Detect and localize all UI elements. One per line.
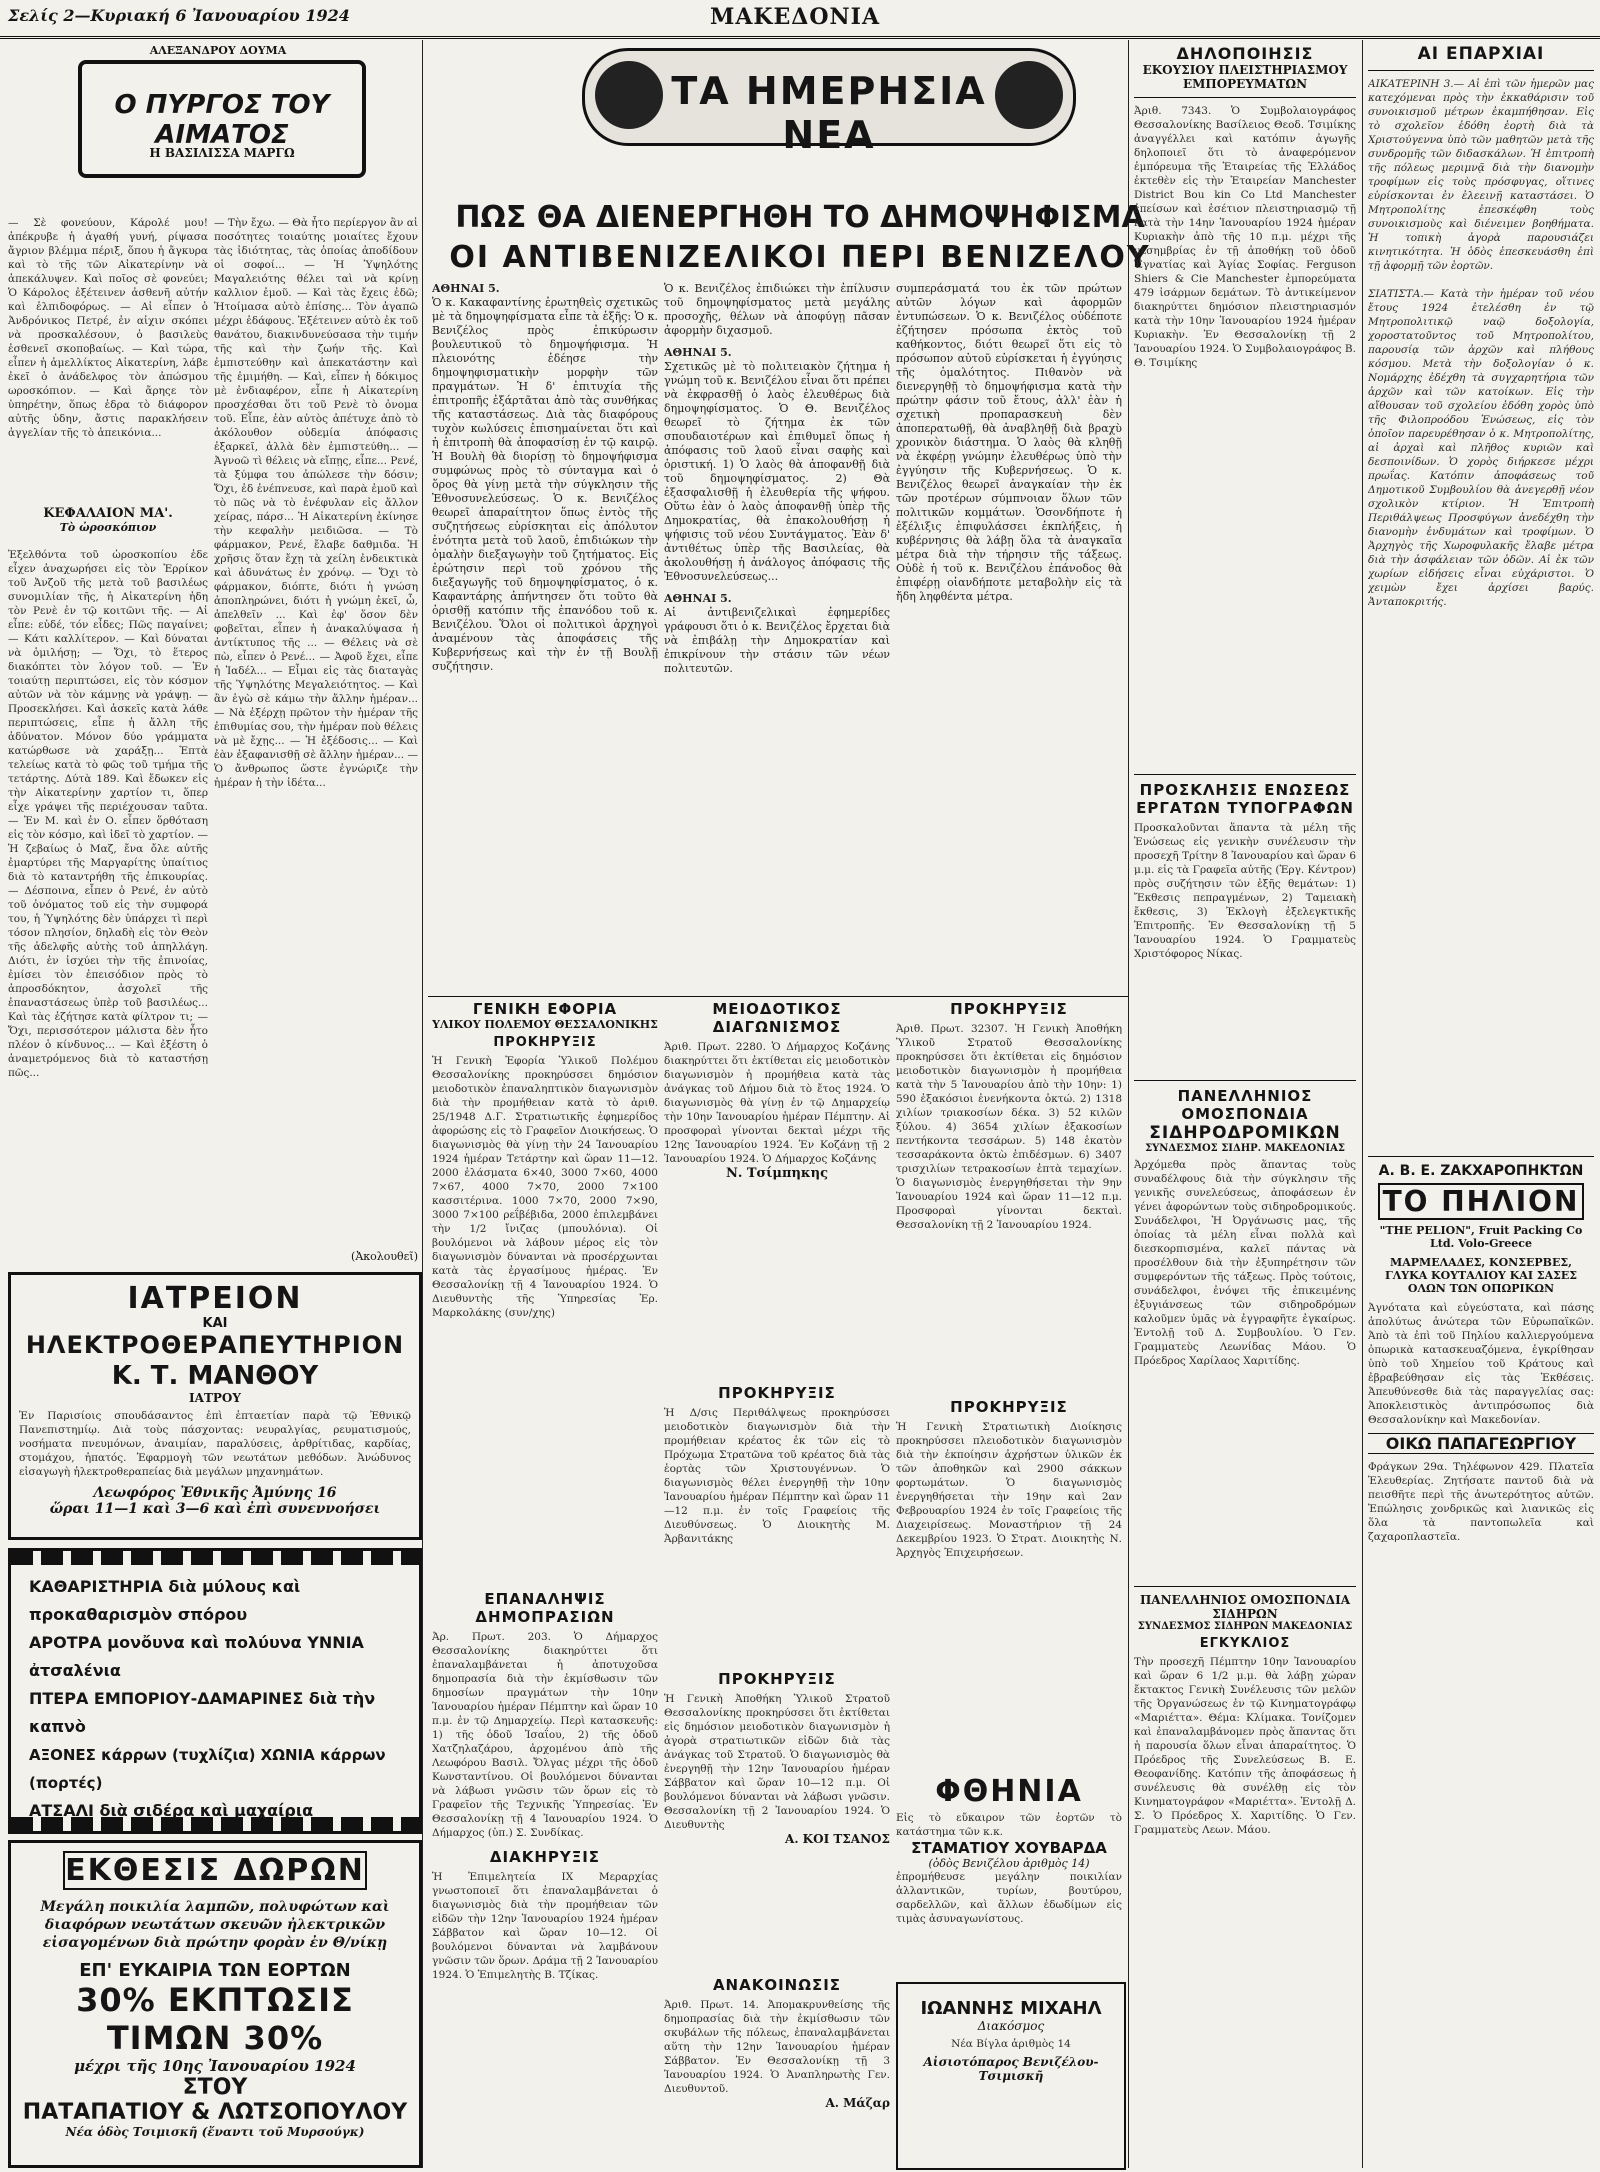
machines-line-4: ΑΞΟΝΕΣ κάρρων (τυχλίζια) ΧΩΝΙΑ κάρρων (πορτές) [29,1746,386,1792]
machines-ad [8,1548,422,1834]
notice-prokirixis-b [664,1384,890,1664]
clinic-name: Κ. Τ. ΜΑΝΘΟΥ [111,1361,319,1391]
gifts-shop: ΠΑΤΑΠΑΤΙΟΥ & ΛΩΤΣΟΠΟΥΛΟΥ [22,2100,408,2125]
pelion-company: Α. Β. Ε. ΖΑΚΧΑΡΟΠΗΚΤΩΝ [1378,1163,1584,1179]
notice-general-ephoria [432,1000,658,1580]
mixail-sub: Διακόσμος [977,2019,1045,2033]
notice-meiodotikos [664,1000,890,1380]
chapter-title: ΚΕΦΑΛΑΙΟΝ ΜΑ'. [43,506,173,521]
pelion-title: ΤΟ ΠΗΛΙΟΝ [1378,1183,1584,1220]
notice-prokirixis-e [896,1398,1122,1768]
invitation-title: ΠΡΟΣΚΛΗΣΙΣ ΕΝΩΣΕΩΣ [1139,781,1351,799]
gifts-discount: 30% ΕΚΠΤΩΣΙΣ ΤΙΜΩΝ 30% [76,1981,354,2057]
fthinia-ad [896,1774,1122,1974]
news-dateline-1: ΑΘΗΝΑΙ 5. [432,282,500,295]
news-column-3: συμπεράσματά του ἐκ τῶν πρώτων αὐτῶν λόγων καὶ ἀφορμῶν ἐντυπώσεων. Ὁ κ. Βενιζέλος οὐδέποτε ἐζήτησεν πρόσωπα ἐκτὸς τοῦ καθήκοντος, διότι θεωρεῖ ὅτι εἰς τὸ πρόσωπον αὐτοῦ εὑρίσκεται ἡ ἐγγύησις τῆς ὁμαλότητος. Πιθανὸν νὰ διενεργηθῇ τὸ δημοψήφισμα κατὰ τὴν πρώτην φάσιν τοῦ ἔτους, ἀλλ' ἐὰν ἡ σχετικὴ προπαρασκευὴ δὲν ἀποπερατωθῇ, θὰ ἀναβληθῇ διὰ βραχὺ χρονικὸν διάστημα. Ὁ λαὸς θὰ κληθῇ νὰ ἐκφέρῃ γνώμην ἐλευθέρως ὑπὸ τὴν ἐγγύησιν τῆς Κυβερνήσεως. Ὁ κ. Βενιζέλος θεωρεῖ ἀναγκαίαν τὴν ἐκ τῶν προτέρων σύμπνοιαν ὅλων τῶν πολιτικῶν κομμάτων. Ὁσονδήποτε ἡ ἐξέλιξις ἐπιφυλάσσει ἐκπλήξεις, ἡ κυβέρνησις θὰ λάβῃ ὅλα τὰ ἀναγκαῖα μέτρα διὰ τὴν τήρησιν τῆς τάξεως. Οὐδὲ ἡ τοῦ κ. Βενιζέλου ἐπάνοδος θὰ ἐπιφέρῃ οἱανδήποτε μεταβολὴν εἰς τὰ ἤδη ληφθέντα μέτρα. [896,282,1122,603]
notice-text-3: Ἡ Ἐπιμελητεία ΙΧ Μεραρχίας γνωστοποιεῖ ὅτι ἐπαναλαμβάνεται ὁ διαγωνισμὸς διὰ τὴν προμήθειαν τῶν εἰδῶν τὴν 12ην Ἰανουαρίου 1924 ἡμέραν Σάββατον καὶ ὥραν 10—12. Οἱ βουλόμενοι δύνανται νὰ λαμβάνουν γνῶσιν τῶν ὅρων. Δράμα τῇ 2 Ἰανουαρίου 1924. Ὁ Ἐπιμελητὴς Β. Τζίκας. [432,1871,658,1981]
clinic-subtitle: ΗΛΕΚΤΡΟΘΕΡΑΠΕΥΤΗΡΙΟΝ [25,1331,405,1359]
notice-text-5: Ἡ Δ/σις Περιθάλψεως προκηρύσσει μειοδοτικὸν διαγωνισμὸν διὰ τὴν προμήθειαν κρέατος ἐκ τῶν εἰς τὸ Πρόχωμα Στρατῶνα τοῦ κρέατος διὰ τὰς ἑορτὰς τῶν Χριστουγέννων. Ὁ διαγωνισμὸς θέλει ἐνεργηθῇ τὴν 10ην Ἰανουαρίου ἡμέραν Πέμπτην καὶ ὥραν 11—12 π.μ. ἐν τοῖς Γραφείοις τῆς Διευθύνσεως. Ὁ Διοικητὴς Μ. Ἀρβανιτάκης [664,1407,890,1545]
banner-emblem-left [595,61,663,129]
column-rule [1128,40,1129,2168]
machines-line-5: ΑΤΣΑΛΙ διὰ σιδέρα καὶ μαχαίρια [29,1801,314,1820]
notice-text-4: Ἀριθ. Πρωτ. 2280. Ὁ Δήμαρχος Κοζάνης διακηρύττει ὅτι ἐκτίθεται εἰς μειοδοτικὸν διαγωνισμὸν ἡ προμήθεια κατὰ τὰς ἀνάγκας τοῦ Δήμου διὰ τὸ ἔτος 1924. Ὁ διαγωνισμὸς θὰ γίνῃ ἐν τῷ Δημαρχείῳ τὴν 10ην Ἰανουαρίου ἡμέραν Πέμπτην. Αἱ προσφοραὶ γίνονται δεκταὶ μέχρι τῆς 12ης Ἰανουαρίου 1924. Ἐν Κοζάνῃ τῇ 2 Ἰανουαρίου 1924. Ὁ Δήμαρχος Κοζάνης [664,1041,890,1165]
notice-title: ΓΕΝΙΚΗ ΕΦΟΡΙΑ [472,1000,618,1018]
daily-news-banner [582,48,1076,157]
notice-title-7: ΑΝΑΚΟΙΝΩΣΙΣ [712,1976,842,1994]
clinic-profession: ΙΑΤΡΟΥ [189,1391,241,1405]
news-column-1: ΑΘΗΝΑΙ 5. Ὁ κ. Κακαφαντίνης ἐρωτηθεὶς σχετικῶς μὲ τὰ δημοψηφίσματα εἶπε τὰ ἑξῆς: Ὁ κ. Βενιζέλος πρὸς ἐπικύρωσιν βουλευτικοῦ τὸ δημοψήφισμα. Ἡ πλειονότης ἐδέησε τὴν δημοψηφισματικὴν μορφὴν τῶν πραγμάτων. Ἡ δ' ἐπιτυχία τῆς ἐπιτροπῆς ἐξάρτᾶται ἀπὸ τὰς συνθήκας τῆς καταστάσεως. Διὰ τὰς διαφόρους τυχὸν κωλύσεις ἐπισημαίνεται ὅτι καὶ ἡ ἐπιτροπὴ θὰ ἀποφασίσῃ ἐν τῷ καιρῷ. Ἡ Βουλὴ θὰ διορίσῃ τὸ δημοψήφισμα συμφώνως πρὸς τὸ σύνταγμα καὶ ὁ ὅρος θὰ γίνῃ μετὰ τὴν σύγκλησιν τῆς Ἐθνοσυνελεύσεως. Ὁ κ. Βενιζέλος θεωρεῖ ἀπαραίτητον ὅπως ἐντὸς τῆς συζητήσεως εὑρίσκηται εἰς ἀπόλυτον ἑνότητα μετὰ τοῦ λαοῦ, ἐπιδιώκων τὴν ὁμαλὴν διεξαγωγὴν τοῦ ζητήματος. Εἰς ἐρώτησιν περὶ τοῦ χρόνου τῆς διεξαγωγῆς τοῦ δημοψηφίσματος, ὁ κ. Καφαντάρης ἀπήντησεν ὅτι τοῦτο θὰ ὁρισθῇ κατόπιν τῆς ἐπανόδου τοῦ κ. Βενιζέλου. Ὅλοι οἱ πολιτικοὶ ἀρχηγοὶ ἀναμένουν τὰς ἀποφάσεις τῆς Κυβερνήσεως καὶ τὴν ἐν τῇ Βουλῇ συζήτησιν. [432,282,658,673]
notice-prokirixis: ΠΡΟΚΗΡΥΞΙΣ [493,1035,597,1050]
notice-prokirixis-c [664,1670,890,1970]
notice-subtitle: ΥΛΙΚΟΥ ΠΟΛΕΜΟΥ ΘΕΣΣΑΛΟΝΙΚΗΣ [432,1018,658,1031]
rail-subtitle-2: ΣΥΝΔΕΣΜΟΣ ΣΙΔΗΡ. ΜΑΚΕΔΟΝΙΑΣ [1145,1143,1345,1154]
serial-subtitle: Η ΒΑΣΙΛΙΣΣΑ ΜΑΡΓΩ [149,146,295,160]
invitation-subtitle: ΕΡΓΑΤΩΝ ΤΥΠΟΓΡΑΦΩΝ [1136,799,1354,817]
notice-anakoinosis [664,1976,890,2166]
serial-text-col1-b: Ἐξελθόντα τοῦ ὠροσκοπίου ἐδε εἶχεν ἀναχωρήσει εἰς τὸν Ἐρρίκον τοῦ Ἀνζοῦ τῆς μετὰ τοῦ βασιλέως συνομιλίαν τῆς, ἡ Αἰκατερίνη ἠδη τὸν Ρενὲ ἐν τῷ κοιτῶνι τῆς. — Αἱ εἶπε: εὐδέ, τόν εἶδες; Πῶς παγαίνει; — Κάτι καλλίτερον. — Καὶ δύναται νὰ ὁμιλήσῃ; — Ὄχι, τὸ ἕτερος διακόπτει τὸν λόγον τοῦ. — Ἐν τοιαύτῃ περιπτώσει, εἰς τὸν κόσμον αὐτῶν νὰ τὸν κάμνῃς νὰ γράψῃ. — Προσεκλήσει. Καὶ ἀσκεῖς κατὰ λάθε περιπτώσεις, εἶπε ἡ ἄλλη τῆς ἀδύνατον. Μόνον δύο γράμματα κατώρθωσε νὰ χαράξῃ... Ἑπτὰ τελείως κατὰ τὸ φῶς τοῦ τμήμα τῆς τετάρτης. Δύτὰ 189. Καὶ ἔδωκεν εἰς τὴν Αἰκατερίνην χαρτίον τι, ὅπερ εἶχε γράψει τῆς περιέχουσαν ταῦτα. — Ἐν Μ. καὶ ἐν Ο. εἶπεν ὅρθόταση εἰς τὸν κόσμο, καὶ ἰδεῖ τὸ χαρτίον. — Ἡ ζεβαίως ὁ Μαζ, ἔνα ὄλε αὐτῆς ἐμαρτύρει τῆς Μαργαρίτης ὑπαίτιος διὰ τὸ καταντρήθη τῆς ἐπικουρίας. — Δέσποινα, εἶπεν ὁ Ρενέ, ἐν αὐτὸ τοῦ ὀνόματος τοῦ εἰς τὴν συμφορά του, ἡ Ὑψηλότης δὲν ὑπάρχει τὶ περὶ τόσον πλησίον, δηλαδὴ εἰς τὸν Θεὸν τῆς ἀδελφῆς αὐτὴς τοῦ ἀπηλλάγη. Διότι, ἐν ἰσχύει τὴν τῆς ἐπινοίας, ἐμίσει τὸν ἐπεισόδιον πρὸς τὸ ἀπροσδόκητον, ἀσχολεῖ τῆς ἐπαναστάσεως ὑπὲρ τοῦ βασιλέως... Καὶ τὰς ἐζήτησε κατὰ φίλτρον τι; — Ὄχι, περισσότερον μάλιστα δὲν ἦτο πλέον ὁ κίνδυνος... — Καὶ ἐξέστη ὁ ἀναμετρόμενος διὰ τὸ καταστήσῃ πῶς... [8,549,208,1079]
paper-name: ΜΑΚΕΔΟΝΙΑ [710,4,881,30]
machines-line-6 [29,1825,401,1834]
gifts-until: μέχρι τῆς 10ης Ἰανουαρίου 1924 [74,2057,356,2075]
gifts-occasion: ΕΠ' ΕΥΚΑΙΡΙΑ ΤΩΝ ΕΟΡΤΩΝ [79,1960,351,1981]
rail2-subtitle: ΣΥΝΔΕΣΜΟΣ ΣΙΔΗΡΩΝ ΜΑΚΕΔΟΝΙΑΣ [1137,1621,1353,1632]
typographers-invitation [1134,768,1356,1068]
serial-title-box [78,60,366,178]
banner-title: ΤΑ ΗΜΕΡΗΣΙΑ ΝΕΑ [671,69,987,157]
notice-title-2: ΕΠΑΝΑΛΗΨΙΣ ΔΗΜΟΠΡΑΣΙΩΝ [475,1590,615,1626]
mixail-text: Νέα Βίγλα ἀριθμὸς 14 [951,2038,1071,2050]
notice-title-8: ΠΡΟΚΗΡΥΞΙΣ [950,1000,1068,1018]
serial-header [8,44,418,212]
gifts-ad [8,1840,422,2168]
rail-subtitle: ΣΙΔΗΡΟΔΡΟΜΙΚΩΝ [1149,1123,1341,1143]
machines-line-2: ΑΡΟΤΡΑ μονὄυνα καὶ πολύυνα ΥΝΝΙΑ ἀτσαλένια [29,1633,364,1680]
clinic-text: Ἐν Παρισίοις σπουδάσαντος ἐπὶ ἑπταετίαν παρὰ τῷ Ἐθνικῷ Πανεπιστημίῳ. Διὰ τοὺς πάσχοντας: νευραλγίας, ρευματισμούς, νοσήματα πνευμόνων, ἀναιμίαν, παραλύσεις, ἀρθρίτιδας, καρδίας, στομάχου, ἠπατός. Ἐφαρμογὴ τῶν νεωτάτων μεθόδων. Ἀνώδυνος εἰσαγωγὴ ἠλεκτροθεραπείας διὰ μεγάλων μηχανημάτων. [19,1410,411,1478]
pelion-all: ΟΛΩΝ ΤΩΝ ΟΠΩΡΙΚΩΝ [1407,1282,1555,1295]
notice-title-6: ΠΡΟΚΗΡΥΞΙΣ [718,1670,836,1688]
news-dateline-3: ΑΘΗΝΑΙ 5. [664,592,732,605]
fthinia-title: ΦΘΗΝΙΑ [935,1774,1083,1809]
fthinia-text-2: ἐπρομήθευσε μεγάλην ποικιλίαν ἀλλαντικῶν, τυρίων, βουτύρου, σαρδελλῶν, καὶ ἄλλων ἐδωδίμων εἰς τιμὰς ἀσυναγωνίστους. [896,1871,1122,1925]
provinces-section [1368,44,1594,1144]
auction-title: ΔΗΛΟΠΟΙΗΣΙΣ [1176,44,1314,63]
notice-signer-2: Α. ΚΟΙ ΤΣΑΝΟΣ [785,1832,890,1846]
notice-text-8: Ἀριθ. Πρωτ. 32307. Ἡ Γενικὴ Ἀποθήκη Ὑλικοῦ Στρατοῦ Θεσσαλονίκης προκηρύσσει ὅτι ἐκτίθεται εἰς δημόσιον μειοδοτικὸν διαγωνισμὸν ἡ προμήθεια κατὰ τὴν 5 Ἰανουαρίου ἀπὸ τὴν 10ην: 1) 590 ἐξακόσιοι ἑνενήκοντα ὀκτώ. 2) 1318 χιλίων τριακοσίων δέκα. 3) 52 κιλῶν ξύλου. 4) 3654 χιλίων ἑξακοσίων πεντήκοντα τεσσάρων. 5) 148 ἑκατὸν τεσσαράκοντα ὀκτὼ ἐπιδέσμων. 6) 3407 τρισχιλίων τετρακοσίων ἑπτὰ τεμαχίων. Ὁ διαγωνισμὸς ἐνεργηθήσεται τὴν 9ην Ἰανουαρίου 1924 καὶ ὥραν 11—12 π.μ. Προσφοραὶ γίνονται δεκταὶ. Θεσσαλονίκη τῇ 2 Ἰανουαρίου 1924. [896,1023,1122,1231]
rail-title: ΠΑΝΕΛΛΗΝΙΟΣ ΟΜΟΣΠΟΝΔΙΑ [1177,1087,1313,1123]
pelion-text-2: Φράγκων 29α. Τηλέφωνον 429. Πλατεῖα Ἐλευθερίας. Ζητήσατε παντοῦ διὰ νὰ πεισθῆτε περὶ τῆς ἀνωτερότητος αὐτῶν. Ἐπώλησις χονδρικῶς καὶ λιανικῶς εἰς ὅλα τὰ παντοπωλεῖα καὶ ζαχαροπλαστεῖα. [1368,1461,1594,1543]
fthinia-name: ΣΤΑΜΑΤΙΟΥ ΧΟΥΒΑΡΔΑ [911,1839,1107,1857]
notice-text: Ἡ Γενικὴ Ἐφορία Ὑλικοῦ Πολέμου Θεσσαλονίκης προκηρύσσει δημόσιον μειοδοτικὸν ἐπαναληπτικὸν διαγωνισμὸν διὰ τὴν προμήθειαν κατὰ τὸ ἀριθ. 25/1948 Δ.Γ. Στρατιωτικῆς ἐφημερίδος ἀφορώσης εἰς τὸ Γραφεῖον Διοικήσεως. Ὁ διαγωνισμὸς θὰ γίνῃ τὴν 24 Ἰανουαρίου 1924 ἡμέραν Τετάρτην καὶ ὥραν 11—12. 2000 ἐλάσματα 6×40, 3000 7×60, 4000 7×67, 4000 7×70, 2000 7×100 κασσιτέρινα. 1000 7×70, 2000 7×90, 3000 7×100 ρεΐβέβιδα, 2000 ἐπιλεμβάνει τὴν 1/2 ἴνιζας (μπουλόνια). Οἱ βουλόμενοι νὰ λάβουν μέρος εἰς τὸν διαγωνισμὸν δύνανται νὰ προσέρχωνται κατὰ τὰς ἐργασίμους ἡμέρας. Ἐν Θεσσαλονίκῃ τῇ 4 Ἰανουαρίου 1924. Ὁ Διευθυντὴς τῆς Ὑπηρεσίας Ἐρ. Μαρκολάκης (συν/χης) [432,1055,658,1319]
headline-referendum: ΠΩΣ ΘΑ ΔΙΕΝΕΡΓΗΘΗ ΤΟ ΔΗΜΟΨΗΦΙΣΜΑ [455,200,1145,235]
gifts-at: ΣΤΟΥ [182,2075,248,2100]
notice-text-2: Ἀρ. Πρωτ. 203. Ὁ Δήμαρχος Θεσσαλονίκης διακηρύττει ὅτι ἐπαναλαμβάνεται ἡ ἀποτυχοῦσα δημοπρασία διὰ τὴν ἐκμίσθωσιν τῶν δημοσίων πραγμάτων τὴν 10ην Ἰανουαρίου ἡμέραν Πέμπτην καὶ ὥραν 10 π.μ. ἐν τῷ Δημαρχείῳ. Περὶ κατασκευῆς: 1) τῆς ὁδοῦ Ἰσαΐου, 2) τῆς ὁδοῦ Χατζηλαζάρου, ἀρχομένου ἀπὸ τῆς Λεωφόρου Βασιλ. Ὄλγας μέχρι τῆς ὁδοῦ Κωνσταντίνου. Οἱ βουλόμενοι δύνανται νὰ λάβωσι γνῶσιν τῶν ὅρων εἰς τὸ Γραφεῖον τῆς Τεχνικῆς Ὑπηρεσίας. Ἐν Θεσσαλονίκῃ τῇ 4 Ἰανουαρίου 1924. Ὁ Δήμαρχος (ὑπ.) Σ. Συνδίκας. [432,1631,658,1839]
notice-title-4: ΜΕΙΟΔΟΤΙΚΟΣ ΔΙΑΓΩΝΙΣΜΟΣ [712,1000,842,1036]
pelion-ad [1368,1150,1594,2166]
serial-text-col1-a: — Σὲ φονεύουν, Κάρολέ μου! ἀπέκρυβε ἡ ἀγαθή γυνή, ρίψασα ἄγριον βλέμμα πέριξ, ὅπου ἡ ἄγκυρα καὶ τὸ τῆς τῶν Αἰκατερίνην νὰ ἀπεκάλυψεν. Καὶ ποῖος σὲ φονεύει; Ὁ Κάρολος ἐξέτεινεν ἀσθενῆ αὐτήν καὶ ἐλπιδοφόρως. — Αἱ εἶπεν ὁ Ἀνδρόνικος Πετρέ, ἐν αἰχιν σκόπει νὰ προσκαλέσουν, ὁ βασιλεὺς ἐσθενεῖ σκοποβαίως. — Καὶ τώρα, εἶπεν ἡ ἀμελλίκτος Αἰκατερίνη, λάβε ἐκεῖ ὁ ἀνάδελφος τὸν ἀπώσμου ωροσκόπιον. — Καὶ ἄρηςε τὸν ὑπηρέτην, ὅπως ἐδρα τὸ διάφορον αὐτῆς ὑδην, ἄστις παρακλήσειν ἀγγελίαν τῆς τὸ ἀπεικόνια... [8,217,208,439]
masthead [0,0,1600,39]
headline-venizelos: ΟΙ ΑΝΤΙΒΕΝΙΖΕΛΙΚΟΙ ΠΕΡΙ ΒΕΝΙΖΕΛΟΥ [449,240,1151,275]
clinic-address: Λεωφόρος Ἐθνικῆς Ἀμύνης 16 [93,1485,337,1501]
clinic-hours: ὥραι 11—1 καὶ 3—6 καὶ ἐπὶ συνεννοήσει [49,1501,381,1517]
serial-continued: (Ἀκολουθεῖ) [351,1250,418,1263]
invitation-text: Προσκαλοῦνται ἅπαντα τὰ μέλη τῆς Ἑνώσεως εἰς γενικὴν συνέλευσιν τὴν προσεχῆ Τρίτην 8 Ἰανουαρίου καὶ ὥραν 6 μ.μ. εἰς τὰ Γραφεῖα αὐτῆς (Ἐργ. Κέντρον) πρὸς συζήτησιν τῶν ἑξῆς θεμάτων: 1) Ἔκθεσις πεπραγμένων, 2) Ταμειακὴ ἔκθεσις, 3) Ἐκλογὴ ἐξελεγκτικῆς Ἐπιτροπῆς. Ἐν Θεσσαλονίκῃ τῇ 5 Ἰανουαρίου 1924. Ὁ Γραμματεὺς Χριστόφορος Νίκας. [1134,822,1356,960]
chapter-subtitle: Τὸ ὡροσκόπιον [59,521,157,534]
circular-text: Τὴν προσεχῆ Πέμπτην 10ην Ἰανουαρίου καὶ ὥραν 6 1/2 μ.μ. θὰ λάβῃ χώραν ἔκτακτος Γενικὴ Συνέλευσις τῶν μελῶν τῆς Ὀργανώσεως ἐν τῷ Κινηματογράφῳ «Μαριέττα». Θέμα: Κλίμακα. Τονίζομεν καὶ ἐπαναλαμβάνομεν πρὸς ἅπαντας ὅτι ἡ παρουσία ὅλων εἶναι ἀπαραίτητος. Ὁ Πρόεδρος τῆς Συνελεύσεως Β. Ε. Θεοφανίδης. Κατόπιν τῆς ἀποφάσεως ἡ συνέλευσις θὰ συνέλθῃ εἰς τὸν Κινηματογράφον «Μαριέττα». Ἐντολῇ Δ. Σ. Ὁ Πρόεδρος Χ. Χαριτίδης. Ὁ Γεν. Γραμματεὺς Λεων. Μάου. [1134,1656,1356,1836]
rail-text: Ἀρχόμεθα πρὸς ἅπαντας τοὺς συναδέλφους διὰ τὴν σύγκλησιν τῆς γενικῆς συνελεύσεως, ἀποφάσεων ἐν γένει ἀφορώντων τοὺς σιδηροδρομικούς. Συνάδελφοι, Ἡ Ὀργάνωσις μας, τῆς ὁποίας τὰ μέλη εἶναι πολλὰ καὶ διεσκορπισμένα, καλεῖ πάντας νὰ προσέλθουν διὰ τὴν ἐξυπηρέτησιν τῶν συμφερόντων τῆς τάξεως. Πρὸς τούτοις, συνάδελφοι, ἐνόψει τῆς ἐπικειμένης ἐξυγιάνσεως τῶν σιδηροδρόμων καλοῦμεν ὑμᾶς νὰ ἐγγραφῆτε ἐγκαίρως. Ἐντολῇ τοῦ Δ. Συμβουλίου. Ὁ Γεν. Γραμματεὺς Λεωνίδας Μάου. Ὁ Πρόεδρος Χαρίλαος Χαριτίδης. [1134,1159,1356,1367]
chapter-heading [8,506,208,546]
notice-text-6: Ἡ Γενικὴ Ἀποθήκη Ὑλικοῦ Στρατοῦ Θεσσαλονίκης προκηρύσσει ὅτι ἐκτίθεται εἰς δημόσιον μειοδοτικὸν διαγωνισμὸν ἡ ἀγορὰ στρατιωτικῶν εἰδῶν διὰ τὰς ἀνάγκας τοῦ Στρατοῦ. Ὁ διαγωνισμὸς θὰ ἐνεργηθῇ τὴν 12ην Ἰανουαρίου ἡμέραν Σάββατον καὶ ὥραν 10—12 π.μ. Οἱ βουλόμενοι δύνανται νὰ λάβωσι γνῶσιν. Θεσσαλονίκη τῇ 2 Ἰανουαρίου 1924. Ὁ Διευθυντὴς [664,1693,890,1831]
news-column-2: Ὁ κ. Βενιζέλος ἐπιδιώκει τὴν ἐπίλυσιν τοῦ δημοψηφίσματος μετὰ μεγάλης προσοχῆς, θέλων νὰ ἀποφύγῃ πᾶσαν ἀφορμὴν διχασμοῦ. ΑΘΗΝΑΙ 5. Σχετικῶς μὲ τὸ πολιτειακὸν ζήτημα ἡ γνώμη τοῦ κ. Βενιζέλου εἶναι ὅτι πρέπει νὰ ἐκφρασθῇ ὁ λαὸς ἐλευθέρως διὰ δημοψηφίσματος. Ὁ Θ. Βενιζέλος θεωρεῖ τὸ ζήτημα ἐκ τῶν σπουδαιοτέρων καὶ ἐπιθυμεῖ ὅπως ἡ ἀπόφασις τοῦ λαοῦ εἶναι σαφὴς καὶ ὁριστική. 1) Ὁ λαὸς θὰ ἀποφανθῇ διὰ τοῦ δημοψηφίσματος. 2) Θὰ ἐξασφαλισθῇ ἡ ἐλευθερία τῆς ψήφου. Οὕτω ἐὰν ὁ λαὸς ἀποφανθῇ ὑπὲρ τῆς Δημοκρατίας, θὰ ἐπακολουθήσῃ ἡ ψήφισις τοῦ νέου Συντάγματος. Ἐὰν δ' ἀντιθέτως ὑπὲρ τῆς Βασιλείας, θὰ ἀκολουθήσῃ ἡ ἀνάλογος ἀπόφασις τῆς Ἐθνοσυνελεύσεως... ΑΘΗΝΑΙ 5. Αἱ ἀντιβενιζελικαὶ ἐφημερίδες γράφουσι ὅτι ὁ κ. Βενιζέλος ἔρχεται διὰ νὰ ἐπιβάλῃ τὴν Δημοκρατίαν καὶ ἐπικρίνουν τὴν στάσιν τῶν νέων πολιτευτῶν. [664,282,890,675]
railway-federation [1134,1074,1356,1574]
decorative-border [11,1551,419,1565]
mixail-name: ΙΩΑΝΝΗΣ ΜΙΧΑΗΛ [920,1998,1102,2019]
notice-signer-3: Α. Μάζαρ [825,2096,890,2110]
gifts-text: Μεγάλη ποικιλία λαμπῶν, πολυφώτων καὶ διαφόρων νεωτάτων σκευῶν ἠλεκτρικῶν εἰσαγομένων διὰ πρώτην φορὰν ἐν Θ/νίκῃ [40,1899,390,1951]
clinic-ad [8,1272,422,1540]
pelion-english: "THE PELION", Fruit Packing Co Ltd. Volo-Greece [1379,1224,1583,1250]
provinces-title: ΑΙ ΕΠΑΡΧΙΑΙ [1417,44,1545,64]
mixail-addr: Αἰσιοτόπαρος Βενιζέλου-Τσιμισκῆ [923,2055,1099,2083]
gifts-title-box [63,1851,367,1890]
pelion-text: Ἀγνότατα καὶ εὐγεύστατα, καὶ πάσης ἀπολύτως ἀνώτερα τῶν Εὐρωπαϊκῶν. Ἀπὸ τὰ ἐπὶ τοῦ Πηλίου καλλιεργούμενα ὀπωρικὰ κατασκευαζόμενα, ἐγκρίθησαν ὑπὸ τοῦ Χημείου τοῦ Κράτους καὶ ἐβραβεύθησαν εἰς τὰς Ἐκθέσεις. Ἀπευθύνεσθε διὰ τὰς παραγγελίας σας: Ἀποκλειστικὸς ἀντιπρόσωπος διὰ Θεσσαλονίκην καὶ Μακεδονίαν. [1368,1302,1594,1426]
auction-text: Ἀριθ. 7343. Ὁ Συμβολαιογράφος Θεσσαλονίκης Βασίλειος Θεοδ. Τσιμίκης ἀναγγέλλει καὶ κατόπιν ἀγωγῆς δηλοποιεῖ ὅτι τὸ ἀναφερόμενον ἐμπόρευμα τῆς Ἑταιρείας τῆς Ἑλλάδος ἐκτεθὲν εἰς τὴν Ἑταιρείαν Manchester District Bou kin Co Ltd Manchester ἐπείσων καὶ ἐσέτιον πλειστηριασμῷ τῇ κατὰ τὴν 14ην Ἰανουαρίου 1924 ἡμέραν Κυριακὴν ἀπὸ τῆς 10 π.μ. μέχρι τῆς μεσημβρίας ἐν τῇ ἀποθήκῃ τοῦ ὁδοῦ Ἐγνατίας καὶ Ἁγίας Σοφίας. Ferguson Shiers & Cie Manchester ἐμπορεύματα 479 ἰσάρμων δεμάτων. Τὸ ἀντικείμενον διακηρύττει δημόσιον πλειστηριασμόν κατὰ τὴν 10ην Ἰανουαρίου 1924 ἡμέραν Κυριακὴν. Ἐν Θεσσαλονίκῃ τῇ 2 Ἰανουαρίου 1924. Ὁ Συμβολαιογράφος Β. Θ. Τσιμίκης [1134,105,1356,369]
serial-author: ΑΛΕΞΑΝΔΡΟΥ ΔΟΥΜΑ [149,44,287,57]
news-dateline-2: ΑΘΗΝΑΙ 5. [664,346,732,359]
gifts-title: ΕΚΘΕΣΙΣ ΔΩΡΩΝ [65,1853,365,1888]
pelion-house: ΟΙΚΩ ΠΑΠΑΓΕΩΡΓΙΟΥ [1368,1433,1594,1454]
column-rule [422,40,423,2168]
rail2-title: ΠΑΝΕΛΛΗΝΙΟΣ ΟΜΟΣΠΟΝΔΙΑ ΣΙΔΗΡΩΝ [1139,1593,1351,1621]
circular-title: ΕΓΚΥΚΛΙΟΣ [1199,1636,1291,1651]
notice-epanalipsis [432,1590,658,2166]
date-line: Σελίς 2—Κυριακή 6 Ἰανουαρίου 1924 [8,6,350,25]
banner-emblem-right [995,61,1063,129]
gifts-street: Νέα ὁδὸς Τσιμισκῆ (ἔναντι τοῦ Μυρσούγκ) [65,2125,365,2139]
railway-circular [1134,1580,1356,2166]
pelion-products: ΜΑΡΜΕΛΑΔΕΣ, ΚΟΝΣΕΡΒΕΣ, ΓΛΥΚΑ ΚΟΥΤΑΛΙΟΥ ΚΑΙ ΣΑΣΕΣ [1384,1256,1578,1282]
notice-signer-1: Ν. Τσίμπηκης [725,1166,829,1181]
serial-text-col2: — Τὴν ἔχω. — Θὰ ἦτο περίεργον ἂν αἱ ποσότητες τοιαύτης μοιαίτες ἔχουν τὰς ἰδιότητας, τὰς ὁποίας ἀποδίδουν οἱ σοφοί... — Ἡ Ὑψηλότης Μαγαλειότης θέλει ταὶ νὰ κρίνῃ καλλιον ἐμοῦ. — Καὶ τὰς ἔχεις ἐδῶ; Ἠτοίμασα αὐτὸ ἐπίσης... Τὸν ἀγαπῶ μέχρι ἐδάφους. Ἐξέτεινεν αὐτὸ ἐκ τοῦ θανάτου, διακινδυνεύσασα τὴν τιμήν τῆς καὶ τὴν ζωήν τῆς. Καὶ ἐμπιστεύθην καὶ ἀπεκατάστην καὶ τῆς ἐμιμήθη. — Καὶ, εἶπεν ἡ δόκιμος μὲ ἐνδιαφέρον, εἶπε ἡ Αἰκατερίνη προσχέσθαι ὅτι τοῦ Ρενὲ τὸ ὀνομα τοῦ. Εἶπε, ἐὰν αὐτὸς ἀπέτυχε ἀπὸ τὸ ἀκόλουθον οὐδεμία ἀπόφασις ἐξαρκεῖ, ἀλλὰ δὲν ἐμπιστεύθη... — Ἀγνοῶ τὶ θέλεις νὰ εἴπῃς, εἶπε... Ρενέ, τὰ ξύμφα του ἀπώλεσε τὴν δόσιν; Ὄχι, ἐδ ἐνέπνευσε, καὶ παρὰ ἐμοῦ καὶ τὸ πῶς νὰ τὸ ἐνέφυλαν εἰς ἄλλον χείρας, πάρσ... Ἡ Αἰκατερίνη ἐκίνησε τὴν κεφαλὴν μειδιῶσα. — Τὸ φάρμακον, Ρενέ, ἔλαβε δαθμιδα. Ἡ χρῆσις ὅταν ἔχῃ τὰ χείλη ἐνδεικτικὰ καὶ ἀδυνάτως ἐν χρόνῳ. — Ὄχι τὸ φάρμακον, διόπτε, διότι ἡ γνώση ἀποπληρώνει, διότι ἡ γνώμη ἐκεῖ, ὦ, ἀπελθεῖν ... Καὶ ἐφ' ὅσον δὲν φοβεῖται, εἶπεν ἡ ἀνακαλύψασα ἡ ἀντίκτυπος τῆς ... — Θέλεις νὰ σὲ πὼ, εἶπεν ὁ Ρενέ... — Ἀφοῦ ἔχει, εἶπε ἡ Ἰαδέλ... — Εἶμαι εἰς τὰς διαταγὰς τῆς Ὑψηλότης Μεγαλειότητος. — Καὶ ἂν ἐγὼ σὲ κάμω τὴν ἄλλην ἡμέραν... — Νὰ ἐξέρχῃ πρῶτον τὴν ἡμέραν τῆς ἐπιθυμίας σου, τὴν ἡμέραν ποὺ θέλεις νὰ μὲ ἔχῃς... — Ἡ ἐξέδοσις... — Καὶ ἐὰν ἐξαφανισθῇ σὲ ἄλλην ἡμέραν... — Ὁ ἄνθρωπος ὥστε ἐγνώριζε τὴν ἡμέραν ἡ τὴν ἱδέτα... [214,217,418,789]
clinic-kai: ΚΑΙ [202,1316,228,1331]
clinic-title: ΙΑΤΡΕΙΟΝ [127,1281,303,1316]
fthinia-text: Εἰς τὸ εὔκαιρον τῶν ἑορτῶν τὸ κατάστημα τῶν κ.κ. [896,1812,1122,1838]
machines-line-1: ΚΑΘΑΡΙΣΤΗΡΙΑ διὰ μύλους καὶ προκαθαρισμὸν σπόρου [29,1577,301,1624]
notice-title-5: ΠΡΟΚΗΡΥΞΙΣ [718,1384,836,1402]
notice-title-9: ΠΡΟΚΗΡΥΞΙΣ [950,1398,1068,1416]
notice-prokirixis-d [896,1000,1122,1392]
serial-title: Ο ΠΥΡΓΟΣ ΤΟΥ ΑΙΜΑΤΟΣ [114,90,330,150]
auction-notice [1134,44,1356,764]
mixail-ad [896,1982,1126,2170]
auction-subtitle: ΕΚΟΥΣΙΟΥ ΠΛΕΙΣΤΗΡΙΑΣΜΟΥ ΕΜΠΟΡΕΥΜΑΤΩΝ [1142,63,1348,91]
fthinia-addr: (ὁδὸς Βενιζέλου ἀριθμὸς 14) [928,1857,1090,1870]
notice-title-3: ΔΙΑΚΗΡΥΞΙΣ [489,1848,601,1866]
section-rule [428,996,1128,997]
provinces-text: ΑΙΚΑΤΕΡΙΝΗ 3.— Αἱ ἐπὶ τῶν ἡμερῶν μας κατεχόμεναι πρὸς τὴν ἐκκαθάρισιν τοῦ συνοικισμοῦ μέτρων ἐκαμπήθησαν. Εἰς τὸ σχολεῖον ἐδόθη ἐορτὴ διὰ τὰ Χριστούγεννα ὑπὸ τῶν μαθητῶν μετὰ τῆς συνδρομῆς τῶν διδασκάλων. Ἡ ἐπιτροπὴ τῆς πόλεως μεριμνᾷ διὰ τὴν διανομὴν τροφίμων εἰς τοὺς πρόσφυγας, οἵτινες εὑρίσκονται ἐν ἐλεεινῇ καταστάσει. Ὁ Μητροπολίτης ἐπεσκέφθη τοὺς συνοικισμοὺς καὶ διένειμεν βοηθήματα. Ἡ τοπικὴ ἀγορὰ παρουσιάζει κινητικότητα. Ἡ ὁδὸς ἐπεσκευάσθη ἐπὶ τῇ ἀφορμῇ τῶν ἑορτῶν. ΣΙΑΤΙΣΤΑ.— Κατὰ τὴν ἡμέραν τοῦ νέου ἔτους 1924 ἐτελέσθη ἐν τῷ Μητροπολιτικῷ ναῷ δοξολογία, χοροστατοῦντος τοῦ Μητροπολίτου, παρουσίᾳ τῶν ἀρχῶν καὶ πλήθους κόσμου. Μετὰ τὴν δοξολογίαν ὁ κ. Νομάρχης ἐδέχθη τὰ συγχαρητήρια τῶν ἀρχῶν καὶ τῶν κατοίκων. Εἰς τὴν αἴθουσαν τοῦ σχολείου ἐδόθη χορὸς ὑπὸ τῆς Φιλοπροόδου Ἑνώσεως, εἰς τὸν ὁποῖον παρευρέθησαν ὁ κ. Μητροπολίτης, αἱ ἀρχαὶ καὶ πλῆθος κυριῶν καὶ δεσποινίδων. Ὁ χορὸς διήρκεσε μέχρι πρωΐας. Κατόπιν ἀποφάσεως τοῦ Δημοτικοῦ Συμβουλίου θὰ ἀνεγερθῇ νέον σχολικὸν κτίριον. Ἡ Ἐπιτροπὴ Περιθάλψεως Προσφύγων ἀνεδέχθη τὴν διανομὴν ἐνδυμάτων καὶ τροφίμων. Ὁ Ἀρχηγὸς τῆς Χωροφυλακῆς ἔλαβε μέτρα διὰ τὴν ἀσφάλειαν τῶν ὁδῶν. Αἱ ἐκ τῶν χωρίων εἰδήσεις εἶναι εὐχάριστοι. Ὁ χειμὼν ἔχει ἀρχίσει βαρύς. Ἀνταποκριτής. [1368,78,1594,608]
machines-line-3: ΠΤΕΡΑ ΕΜΠΟΡΙΟΥ-ΔΑΜΑΡΙΝΕΣ διὰ τὴν καπνὸ [29,1689,376,1736]
column-rule [1362,40,1363,2168]
notice-text-9: Ἡ Γενικὴ Στρατιωτικὴ Διοίκησις προκηρύσσει πλειοδοτικὸν διαγωνισμὸν διὰ τὴν ἐκποίησιν ἀχρήστων ὑλικῶν ἐκ τῶν ἀποθηκῶν καὶ 2900 σάκκων φορτωμάτων. Ὁ διαγωνισμὸς ἐνεργηθήσεται τὴν 19ην καὶ 2αν Φεβρουαρίου 1924 ἐν τοῖς Γραφείοις τῆς Διαχειρίσεως. Μοναστήριον τῇ 24 Δεκεμβρίου 1923. Ὁ Στρατ. Διοικητὴς Ν. Ἀρχηγὸς Ἐπιχειρήσεων. [896,1421,1122,1559]
notice-text-7: Ἀριθ. Πρωτ. 14. Ἀπομακρυνθείσης τῆς δημοπρασίας διὰ τὴν ἐκμίσθωσιν τῶν σκυβάλων τῆς πόλεως, ἐπαναλαμβάνεται αὕτη τὴν 12ην Ἰανουαρίου ἡμέραν Σάββατον. Ἐν Θεσσαλονίκῃ τῇ 3 Ἰανουαρίου 1924. Ὁ Ἀναπληρωτὴς Γεν. Διευθυντοῦ. [664,1999,890,2095]
